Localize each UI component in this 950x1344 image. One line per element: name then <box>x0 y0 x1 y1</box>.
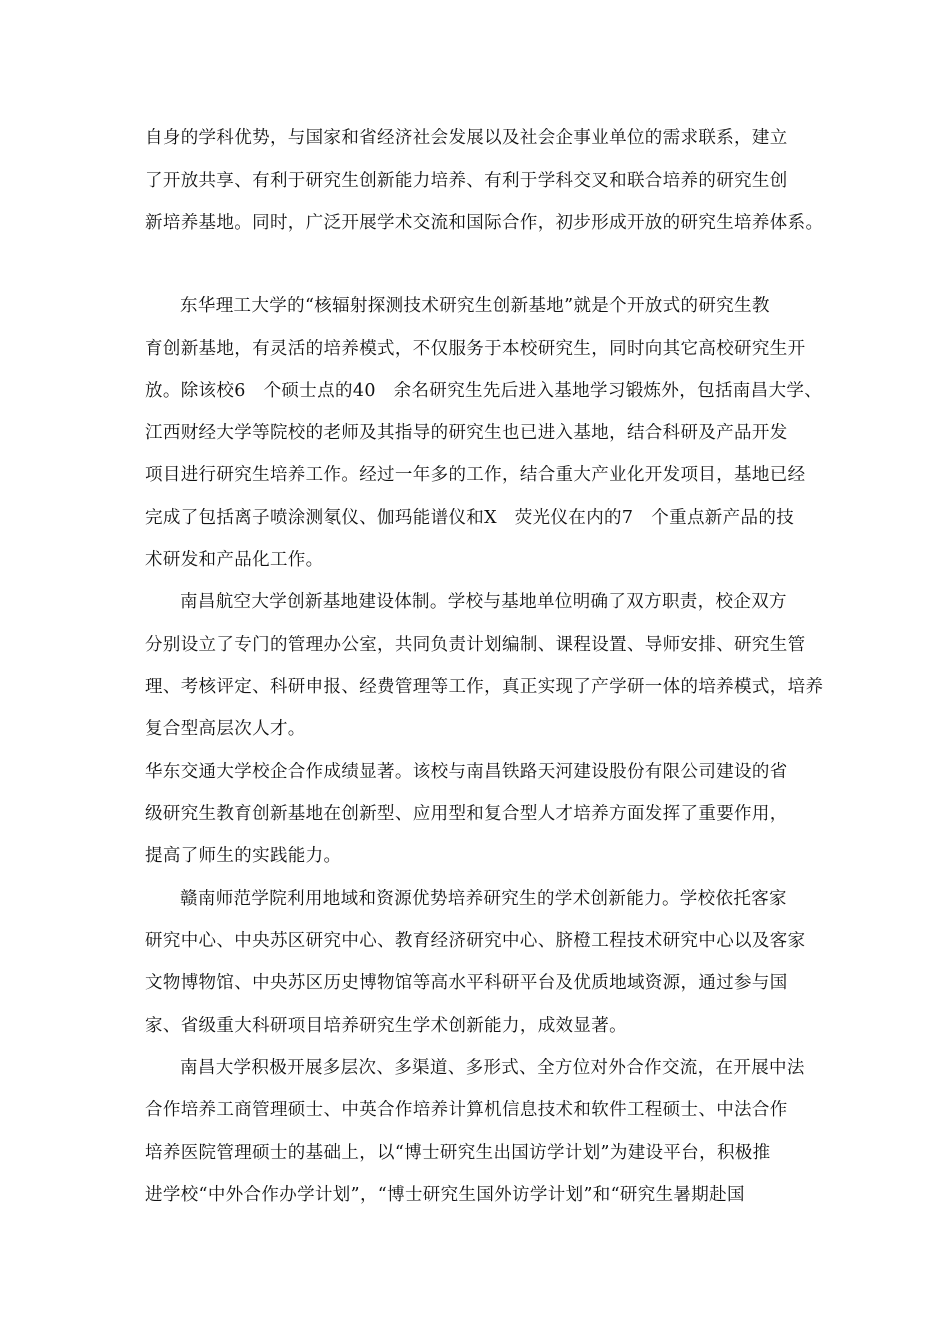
text-line: 东华理工大学的“核辐射探测技术研究生创新基地”就是个开放式的研究生教 <box>180 296 770 316</box>
text-line: 文物博物馆、中央苏区历史博物馆等高水平科研平台及优质地域资源，通过参与国 <box>145 973 788 993</box>
text-line: 术研发和产品化工作。 <box>145 550 324 570</box>
text-line: 提高了师生的实践能力。 <box>145 846 342 866</box>
text-line: 家、省级重大科研项目培养研究生学术创新能力，成效显著。 <box>145 1016 627 1036</box>
text-line: 南昌航空大学创新基地建设体制。学校与基地单位明确了双方职责，校企双方 <box>180 592 787 612</box>
text-line: 南昌大学积极开展多层次、多渠道、多形式、全方位对外合作交流，在开展中法 <box>180 1058 805 1078</box>
text-line: 华东交通大学校企合作成绩显著。该校与南昌铁路天河建设股份有限公司建设的省 <box>145 762 788 782</box>
text-line: 项目进行研究生培养工作。经过一年多的工作，结合重大产业化开发项目，基地已经 <box>145 465 806 485</box>
text-line: 赣南师范学院利用地域和资源优势培养研究生的学术创新能力。学校依托客家 <box>180 889 787 909</box>
text-line: 合作培养工商管理硕士、中英合作培养计算机信息技术和软件工程硕士、中法合作 <box>145 1100 788 1120</box>
text-line: 育创新基地，有灵活的培养模式，不仅服务于本校研究生，同时向其它高校研究生开 <box>145 339 806 359</box>
text-line: 分别设立了专门的管理办公室，共同负责计划编制、课程设置、导师安排、研究生管 <box>145 635 806 655</box>
text-line: 江西财经大学等院校的老师及其指导的研究生也已进入基地，结合科研及产品开发 <box>145 423 788 443</box>
text-line: 级研究生教育创新基地在创新型、应用型和复合型人才培养方面发挥了重要作用， <box>145 804 788 824</box>
text-line: 复合型高层次人才。 <box>145 719 306 739</box>
text-line: 完成了包括离子喷涂测氡仪、伽玛能谱仪和X 荧光仪在内的7 个重点新产品的技 <box>145 508 795 528</box>
text-line: 理、考核评定、科研申报、经费管理等工作，真正实现了产学研一体的培养模式，培养 <box>145 677 824 697</box>
text-line: 培养医院管理硕士的基础上，以“博士研究生出国访学计划”为建设平台，积极推 <box>145 1143 771 1163</box>
text-line: 研究中心、中央苏区研究中心、教育经济研究中心、脐橙工程技术研究中心以及客家 <box>145 931 806 951</box>
text-line: 自身的学科优势，与国家和省经济社会发展以及社会企事业单位的需求联系，建立 <box>145 128 788 148</box>
text-line: 新培养基地。同时，广泛开展学术交流和国际合作，初步形成开放的研究生培养体系。 <box>145 213 824 233</box>
text-line: 了开放共享、有利于研究生创新能力培养、有利于学科交叉和联合培养的研究生创 <box>145 171 788 191</box>
text-line: 进学校“中外合作办学计划”，“博士研究生国外访学计划”和“研究生暑期赴国 <box>145 1185 745 1205</box>
text-line: 放。除该校6 个硕士点的40 余名研究生先后进入基地学习锻炼外，包括南昌大学、 <box>145 381 823 401</box>
